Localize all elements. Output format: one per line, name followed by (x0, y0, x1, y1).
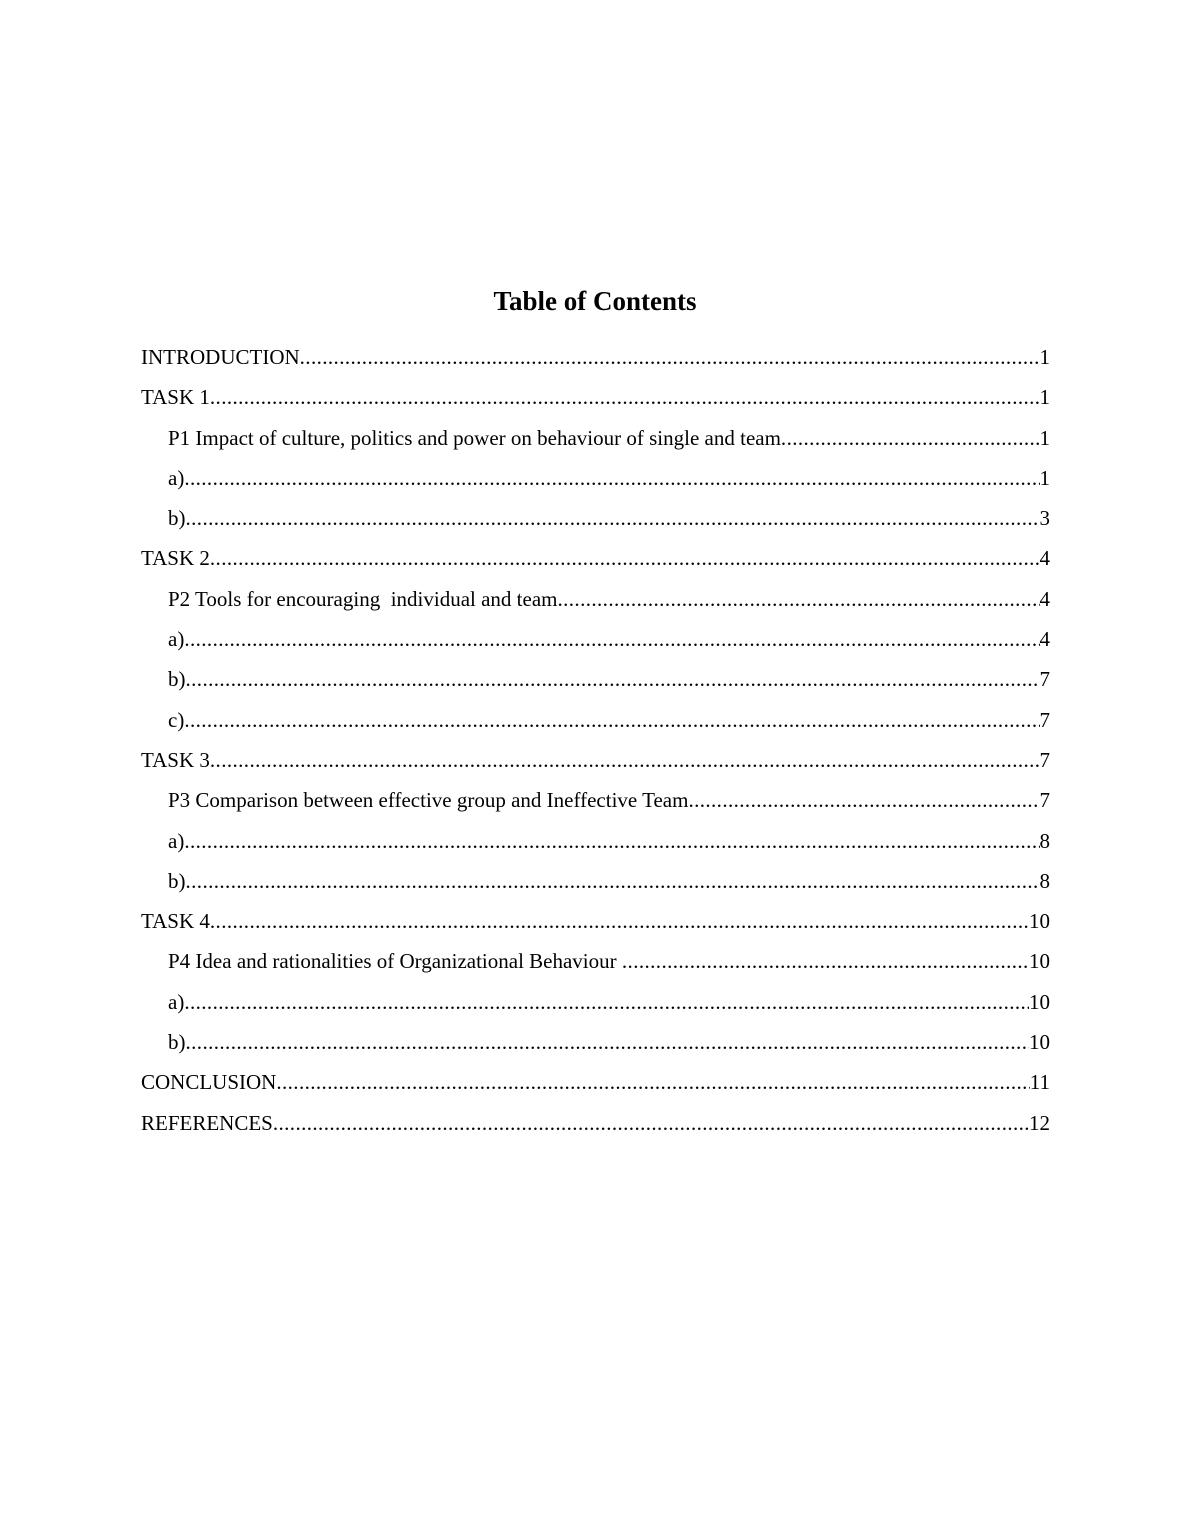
toc-entry-label: P4 Idea and rationalities of Organizational Behaviour (168, 949, 622, 974)
toc-dot-leader (186, 861, 1040, 901)
toc-entry-p2[interactable] (141, 579, 1050, 619)
toc-entry-label: P1 Impact of culture, politics and power on behaviour of single and team (168, 425, 781, 450)
toc-entry-task-4-b[interactable] (141, 1022, 1050, 1062)
toc-entry-page: 10 (1029, 989, 1050, 1014)
toc-entry-p3[interactable] (141, 780, 1050, 820)
toc-entry-label: a) (168, 989, 185, 1014)
toc-entry-label: TASK 2 (141, 546, 210, 571)
toc-entry-label: c) (168, 707, 185, 732)
toc-entry-label: b) (168, 667, 186, 692)
toc-entry-conclusion[interactable] (141, 1062, 1050, 1102)
toc-entry-page: 10 (1029, 1030, 1050, 1055)
toc-entry-page: 1 (1039, 425, 1050, 450)
toc-dot-leader (276, 1062, 1029, 1102)
toc-entry-label: b) (168, 1030, 186, 1055)
toc-list (141, 337, 1050, 1143)
toc-dot-leader (273, 1103, 1029, 1143)
toc-dot-leader (186, 498, 1040, 538)
toc-entry-p1[interactable] (141, 418, 1050, 458)
toc-dot-leader (622, 941, 1029, 981)
toc-entry-page: 10 (1029, 909, 1050, 934)
toc-dot-leader (688, 780, 1039, 820)
toc-entry-task-3-a[interactable] (141, 821, 1050, 861)
toc-entry-page: 4 (1039, 546, 1050, 571)
toc-dot-leader (184, 619, 1039, 659)
toc-entry-label: a) (168, 465, 185, 490)
toc-entry-page: 7 (1039, 667, 1050, 692)
toc-entry-page: 1 (1039, 465, 1050, 490)
toc-dot-leader (300, 337, 1040, 377)
toc-dot-leader (184, 982, 1029, 1022)
toc-entry-label: TASK 1 (141, 385, 210, 410)
toc-entry-task-2-a[interactable] (141, 619, 1050, 659)
toc-entry-label: P2 Tools for encouraging individual and team (168, 586, 558, 611)
toc-dot-leader (184, 700, 1039, 740)
toc-dot-leader (210, 740, 1040, 780)
toc-entry-label: a) (168, 828, 185, 853)
toc-entry-page: 4 (1039, 627, 1050, 652)
toc-dot-leader (781, 418, 1040, 458)
toc-dot-leader (210, 377, 1040, 417)
toc-entry-label: TASK 3 (141, 747, 210, 772)
toc-entry-label: b) (168, 868, 186, 893)
toc-entry-label: CONCLUSION (141, 1070, 277, 1095)
toc-entry-label: INTRODUCTION (141, 345, 300, 369)
toc-entry-task-3-b[interactable] (141, 861, 1050, 901)
toc-dot-leader (557, 579, 1039, 619)
toc-entry-page: 7 (1039, 788, 1050, 813)
toc-entry-task-1-b[interactable] (141, 498, 1050, 538)
toc-entry-page: 8 (1039, 868, 1050, 893)
toc-dot-leader (210, 538, 1040, 578)
toc-dot-leader (186, 1022, 1030, 1062)
toc-entry-page: 3 (1039, 506, 1050, 531)
toc-entry-page: 7 (1039, 707, 1050, 732)
toc-entry-references[interactable] (141, 1103, 1050, 1143)
toc-dot-leader (184, 821, 1039, 861)
toc-entry-label: a) (168, 627, 185, 652)
toc-entry-label: REFERENCES (141, 1110, 273, 1135)
toc-entry-p4[interactable] (141, 941, 1050, 981)
toc-dot-leader (186, 659, 1040, 699)
toc-entry-page: 1 (1039, 345, 1050, 369)
toc-entry-label: b) (168, 506, 186, 531)
toc-entry-introduction[interactable] (141, 337, 1050, 377)
toc-title: Table of Contents (493, 286, 697, 316)
toc-entry-task-1-a[interactable] (141, 458, 1050, 498)
toc-entry-page: 8 (1039, 828, 1050, 853)
toc-entry-page: 1 (1039, 385, 1050, 410)
toc-entry-task-2-c[interactable] (141, 700, 1050, 740)
toc-dot-leader (184, 458, 1039, 498)
toc-entry-page: 7 (1039, 747, 1050, 772)
toc-entry-task-4[interactable] (141, 901, 1050, 941)
toc-entry-task-2[interactable] (141, 538, 1050, 578)
toc-entry-task-3[interactable] (141, 740, 1050, 780)
toc-entry-page: 12 (1029, 1110, 1050, 1135)
toc-entry-label: TASK 4 (141, 909, 210, 934)
toc-entry-task-4-a[interactable] (141, 982, 1050, 1022)
toc-entry-page: 11 (1029, 1070, 1050, 1095)
toc-entry-task-2-b[interactable] (141, 659, 1050, 699)
toc-entry-task-1[interactable] (141, 377, 1050, 417)
toc-entry-page: 4 (1039, 586, 1050, 611)
toc-entry-page: 10 (1029, 949, 1050, 974)
toc-dot-leader (210, 901, 1029, 941)
toc-entry-label: P3 Comparison between effective group and Ineffective Team (168, 788, 689, 813)
